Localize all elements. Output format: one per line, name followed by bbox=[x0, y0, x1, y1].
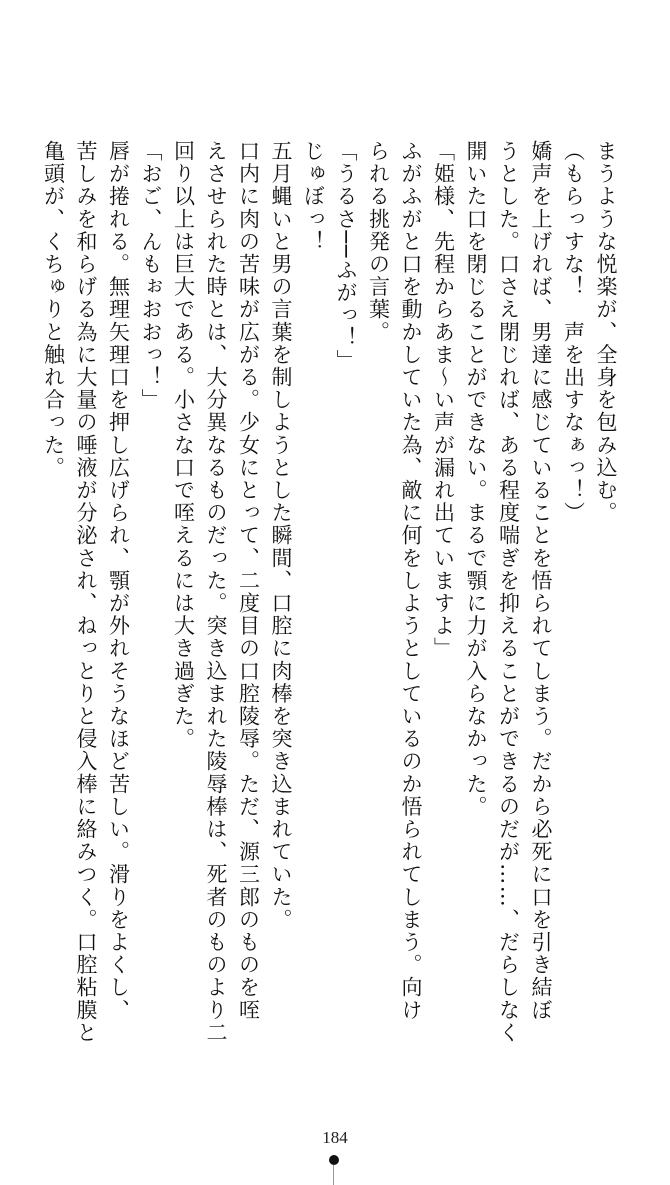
body-text bbox=[37, 140, 622, 1044]
text-line: じゅぼっ！ bbox=[301, 140, 326, 253]
text-line: 開いた口を閉じることができない。まるで顎に力が入らなかった。 bbox=[464, 140, 488, 818]
text-line: 苦しみを和らげる為に大量の唾液が分泌され、ねっとりと侵入棒に絡みつく。口腔粘膜と bbox=[74, 140, 98, 1044]
text-line: 五月蝿いと男の言葉を制しようとした瞬間、口腔に肉棒を突き込まれていた。 bbox=[269, 140, 293, 931]
text-line: 「姫様、先程からあま～い声が漏れ出ていますよ」 bbox=[431, 140, 456, 660]
folio-dot-icon bbox=[329, 1155, 339, 1165]
text-line: えさせられた時とは、大分異なるものだった。突き込まれた陵辱棒は、死者のものより二 bbox=[204, 140, 228, 1044]
text-line: 「おご、んもぉおおっ！」 bbox=[139, 140, 163, 412]
text-line: られる挑発の言葉。 bbox=[366, 140, 391, 344]
text-line: 回り以上は巨大である。小さな口で咥えるには大き過ぎた。 bbox=[171, 140, 196, 751]
text-line: 「うるさ──ふがっ！」 bbox=[334, 140, 358, 372]
text-line: まうような悦楽が、全身を包み込む。 bbox=[594, 140, 618, 525]
page-number: 184 bbox=[322, 1128, 348, 1147]
text-line: ふがふがと口を動かしていた為、敵に何をしようとしているのか悟られてしまう。向け bbox=[399, 140, 423, 1022]
text-line: 唇が捲れる。無理矢理口を押し広げられ、顎が外れそうなほど苦しい。滑りをよくし、 bbox=[106, 140, 131, 1022]
text-line: 亀頭が、くちゅりと触れ合った。 bbox=[41, 140, 66, 479]
text-line: （もらっすな！ 声を出すなぁっ！） bbox=[561, 140, 586, 525]
text-line: 口内に肉の苦味が広がる。少女にとって、二度目の口腔陵辱。ただ、源三郎のものを咥 bbox=[236, 140, 261, 1022]
text-line: 嬌声を上げれば、男達に感じていることを悟られてしまう。だから必死に口を引き結ぼ bbox=[529, 140, 553, 1022]
text-line: うとした。口さえ閉じれば、ある程度喘ぎを抑えることができるのだが……、だらしなく bbox=[496, 140, 521, 1044]
folio-rule bbox=[333, 1165, 334, 1185]
